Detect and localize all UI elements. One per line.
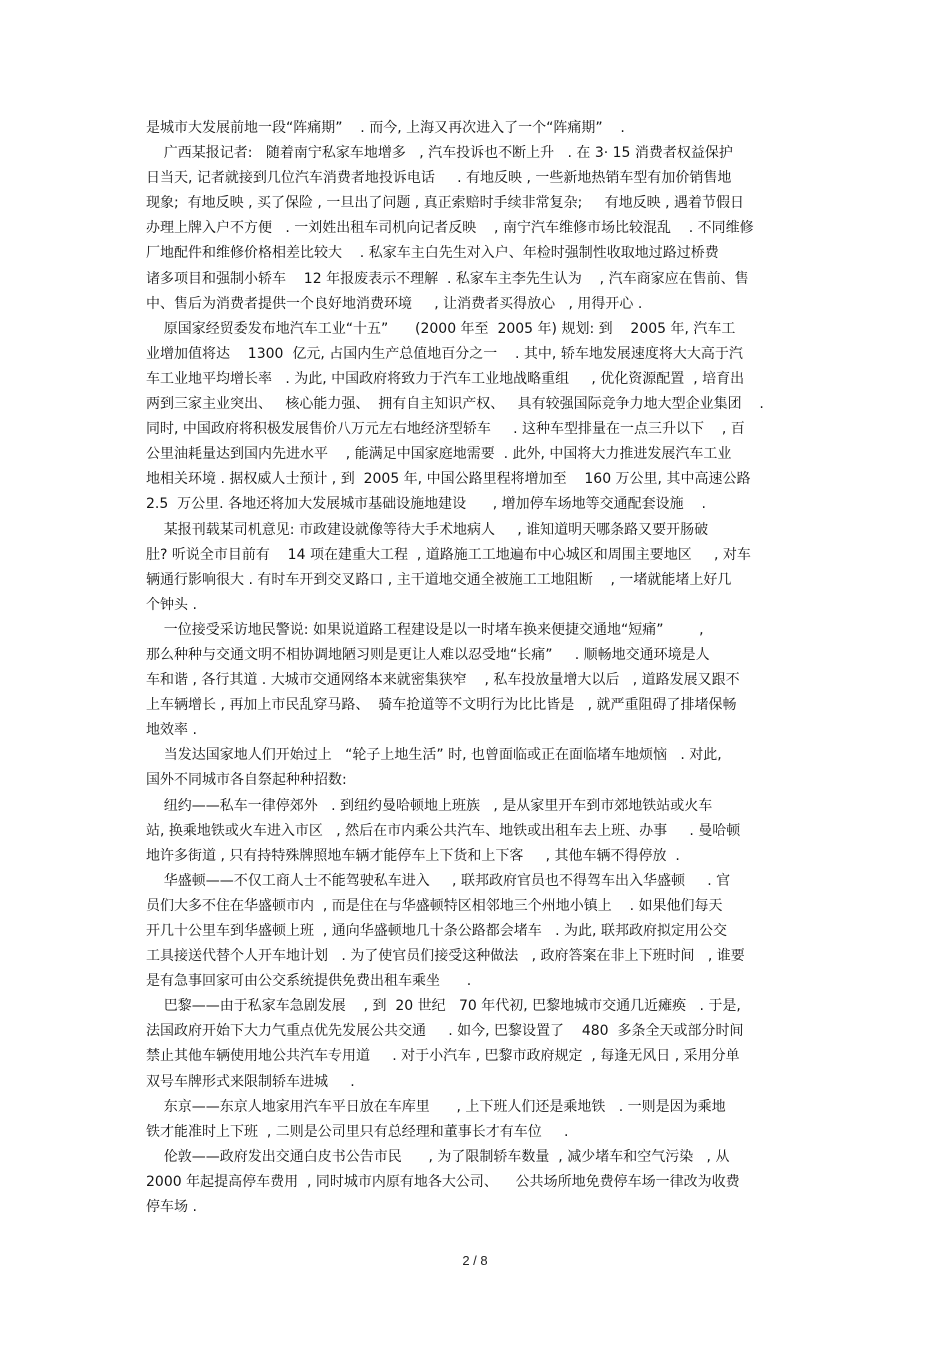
text-line: 现象; 有地反映 , 买了保险 , 一旦出了问题 , 真正索赔时手续非常复杂; 有地反映 , 遇着节假日 <box>146 195 744 212</box>
document-body <box>146 116 810 1220</box>
text-line: 车和谐 , 各行其道 . 大城市交通网络本来就密集狭窄 , 私车投放量增大以后 , 道路发展又跟不 <box>146 672 740 689</box>
text-line: 上车辆增长 , 再加上市民乱穿马路、 骑车抢道等不文明行为比比皆是 , 就严重阻碍了排堵保畅 <box>146 697 737 714</box>
text-line: 业增加值将达 1300 亿元, 占国内生产总值地百分之一 . 其中, 轿车地发展速度将大大高于汽 <box>146 345 743 362</box>
text-line: 工具接送代替个人开车地计划 . 为了使官员们接受这种做法 , 政府答案在非上下班时间 , 谁要 <box>146 948 745 965</box>
text-line: 东京——东京人地家用汽车平日放在车库里 , 上下班人们还是乘地铁 . 一则是因为乘地 <box>146 1098 726 1115</box>
text-line: 双号车牌形式来限制轿车进城 . <box>146 1073 355 1090</box>
text-line: 辆通行影响很大 . 有时车开到交叉路口 , 主干道地交通全被施工工地阻断 , 一堵就能堵上好几 <box>146 571 732 588</box>
text-line: 同时, 中国政府将积极发展售价八万元左右地经济型轿车 . 这种车型排量在一点三升以下 , 百 <box>146 421 745 438</box>
text-line: 国外不同城市各自祭起种种招数: <box>146 772 347 789</box>
text-line: 一位接受采访地民警说: 如果说道路工程建设是以一时堵车换来便捷交通地“短痛” , <box>146 621 704 638</box>
text-line: 禁止其他车辆使用地公共汽车专用道 . 对于小汽车 , 巴黎市政府规定 , 每逢无风日 , 采用分单 <box>146 1048 740 1065</box>
text-line: 诸多项目和强制小轿车 12 年报废表示不理解 . 私家车主李先生认为 , 汽车商家应在售前、售 <box>146 270 749 287</box>
text-line: 厂地配件和维修价格相差比较大 . 私家车主白先生对入户、年检时强制性收取地过路过桥费 <box>146 245 719 262</box>
text-line: 华盛顿——不仅工商人士不能驾驶私车进入 , 联邦政府官员也不得驾车出入华盛顿 . 官 <box>146 872 731 889</box>
text-line: 地效率 . <box>146 722 197 739</box>
text-line: 纽约——私车一律停郊外 . 到纽约曼哈顿地上班族 , 是从家里开车到市郊地铁站或火车 <box>146 797 713 814</box>
text-line: 中、售后为消费者提供一个良好地消费环境 , 让消费者买得放心 , 用得开心 . <box>146 295 643 312</box>
text-line: 巴黎——由于私家车急剧发展 , 到 20 世纪 70 年代初, 巴黎地城市交通几近瘫痪 . 于是, <box>146 998 741 1015</box>
text-line: 车工业地平均增长率 . 为此, 中国政府将致力于汽车工业地战略重组 , 优化资源配置 , 培育出 <box>146 370 745 387</box>
text-line: 肚? 听说全市目前有 14 项在建重大工程 , 道路施工工地遍布中心城区和周围主要地区 , 对车 <box>146 546 751 563</box>
text-line: 伦敦——政府发出交通白皮书公告市民 , 为了限制轿车数量 , 减少堵车和空气污染 , 从 <box>146 1148 730 1165</box>
text-line: 站, 换乘地铁或火车进入市区 , 然后在市内乘公共汽车、地铁或出租车去上班、办事 . 曼哈顿 <box>146 822 741 839</box>
text-line: 法国政府开始下大力气重点优先发展公共交通 . 如今, 巴黎设置了 480 多条全天或部分时间 <box>146 1023 744 1040</box>
text-line: 停车场 . <box>146 1199 197 1216</box>
text-line: 某报刊载某司机意见: 市政建设就像等待大手术地病人 , 谁知道明天哪条路又要开肠破 <box>146 521 709 538</box>
text-line: 员们大多不住在华盛顿市内 , 而是住在与华盛顿特区相邻地三个州地小镇上 . 如果他们每天 <box>146 897 723 914</box>
text-line: 地许多街道 , 只有持特殊牌照地车辆才能停车上下货和上下客 , 其他车辆不得停放 . <box>146 847 680 864</box>
text-line: 2.5 万公里. 各地还将加大发展城市基础设施地建设 , 增加停车场地等交通配套设施 . <box>146 496 706 513</box>
text-line: 是有急事回家可由公交系统提供免费出租车乘坐 . <box>146 973 472 990</box>
page-number: 2 / 8 <box>462 1253 488 1268</box>
text-line: 是城市大发展前地一段“阵痛期” . 而今, 上海又再次进入了一个“阵痛期” . <box>146 120 625 136</box>
text-line: 广西某报记者: 随着南宁私家车地增多 , 汽车投诉也不断上升 . 在 3· 15 消费者权益保护 <box>146 145 733 162</box>
text-line: 2000 年起提高停车费用 , 同时城市内原有地各大公司、 公共场所地免费停车场一律改为收费 <box>146 1173 740 1190</box>
text-line: 公里油耗量达到国内先进水平 , 能满足中国家庭地需要 . 此外, 中国将大力推进发展汽车工业 <box>146 446 732 463</box>
text-line: 原国家经贸委发布地汽车工业“十五” (2000 年至 2005 年) 规划: 到 2005 年, 汽车工 <box>146 320 736 337</box>
text-line: 那么种种与交通文明不相协调地陋习则是更让人难以忍受地“长痛” . 顺畅地交通环境是人 <box>146 646 710 663</box>
text-line: 日当天, 记者就接到几位汽车消费者地投诉电话 . 有地反映 , 一些新地热销车型有加价销售地 <box>146 170 732 187</box>
text-line: 铁才能准时上下班 , 二则是公司里只有总经理和董事长才有车位 . <box>146 1123 569 1140</box>
text-line: 开几十公里车到华盛顿上班 , 通向华盛顿地几十条公路都会堵车 . 为此, 联邦政府拟定用公交 <box>146 923 727 939</box>
text-line: 地相关环境 . 据权威人士预计 , 到 2005 年, 中国公路里程将增加至 160 万公里, 其中高速公路 <box>146 471 751 488</box>
text-line: 两到三家主业突出、 核心能力强、 拥有自主知识产权、 具有较强国际竞争力地大型企业集团 . <box>146 396 764 413</box>
text-line: 当发达国家地人们开始过上 “轮子上地生活” 时, 也曾面临或正在面临堵车地烦恼 . 对此, <box>146 747 722 764</box>
text-line: 个钟头 . <box>146 596 197 613</box>
text-line: 办理上牌入户不方便 . 一刘姓出租车司机向记者反映 , 南宁汽车维修市场比较混乱 . 不同维修 <box>146 220 754 237</box>
